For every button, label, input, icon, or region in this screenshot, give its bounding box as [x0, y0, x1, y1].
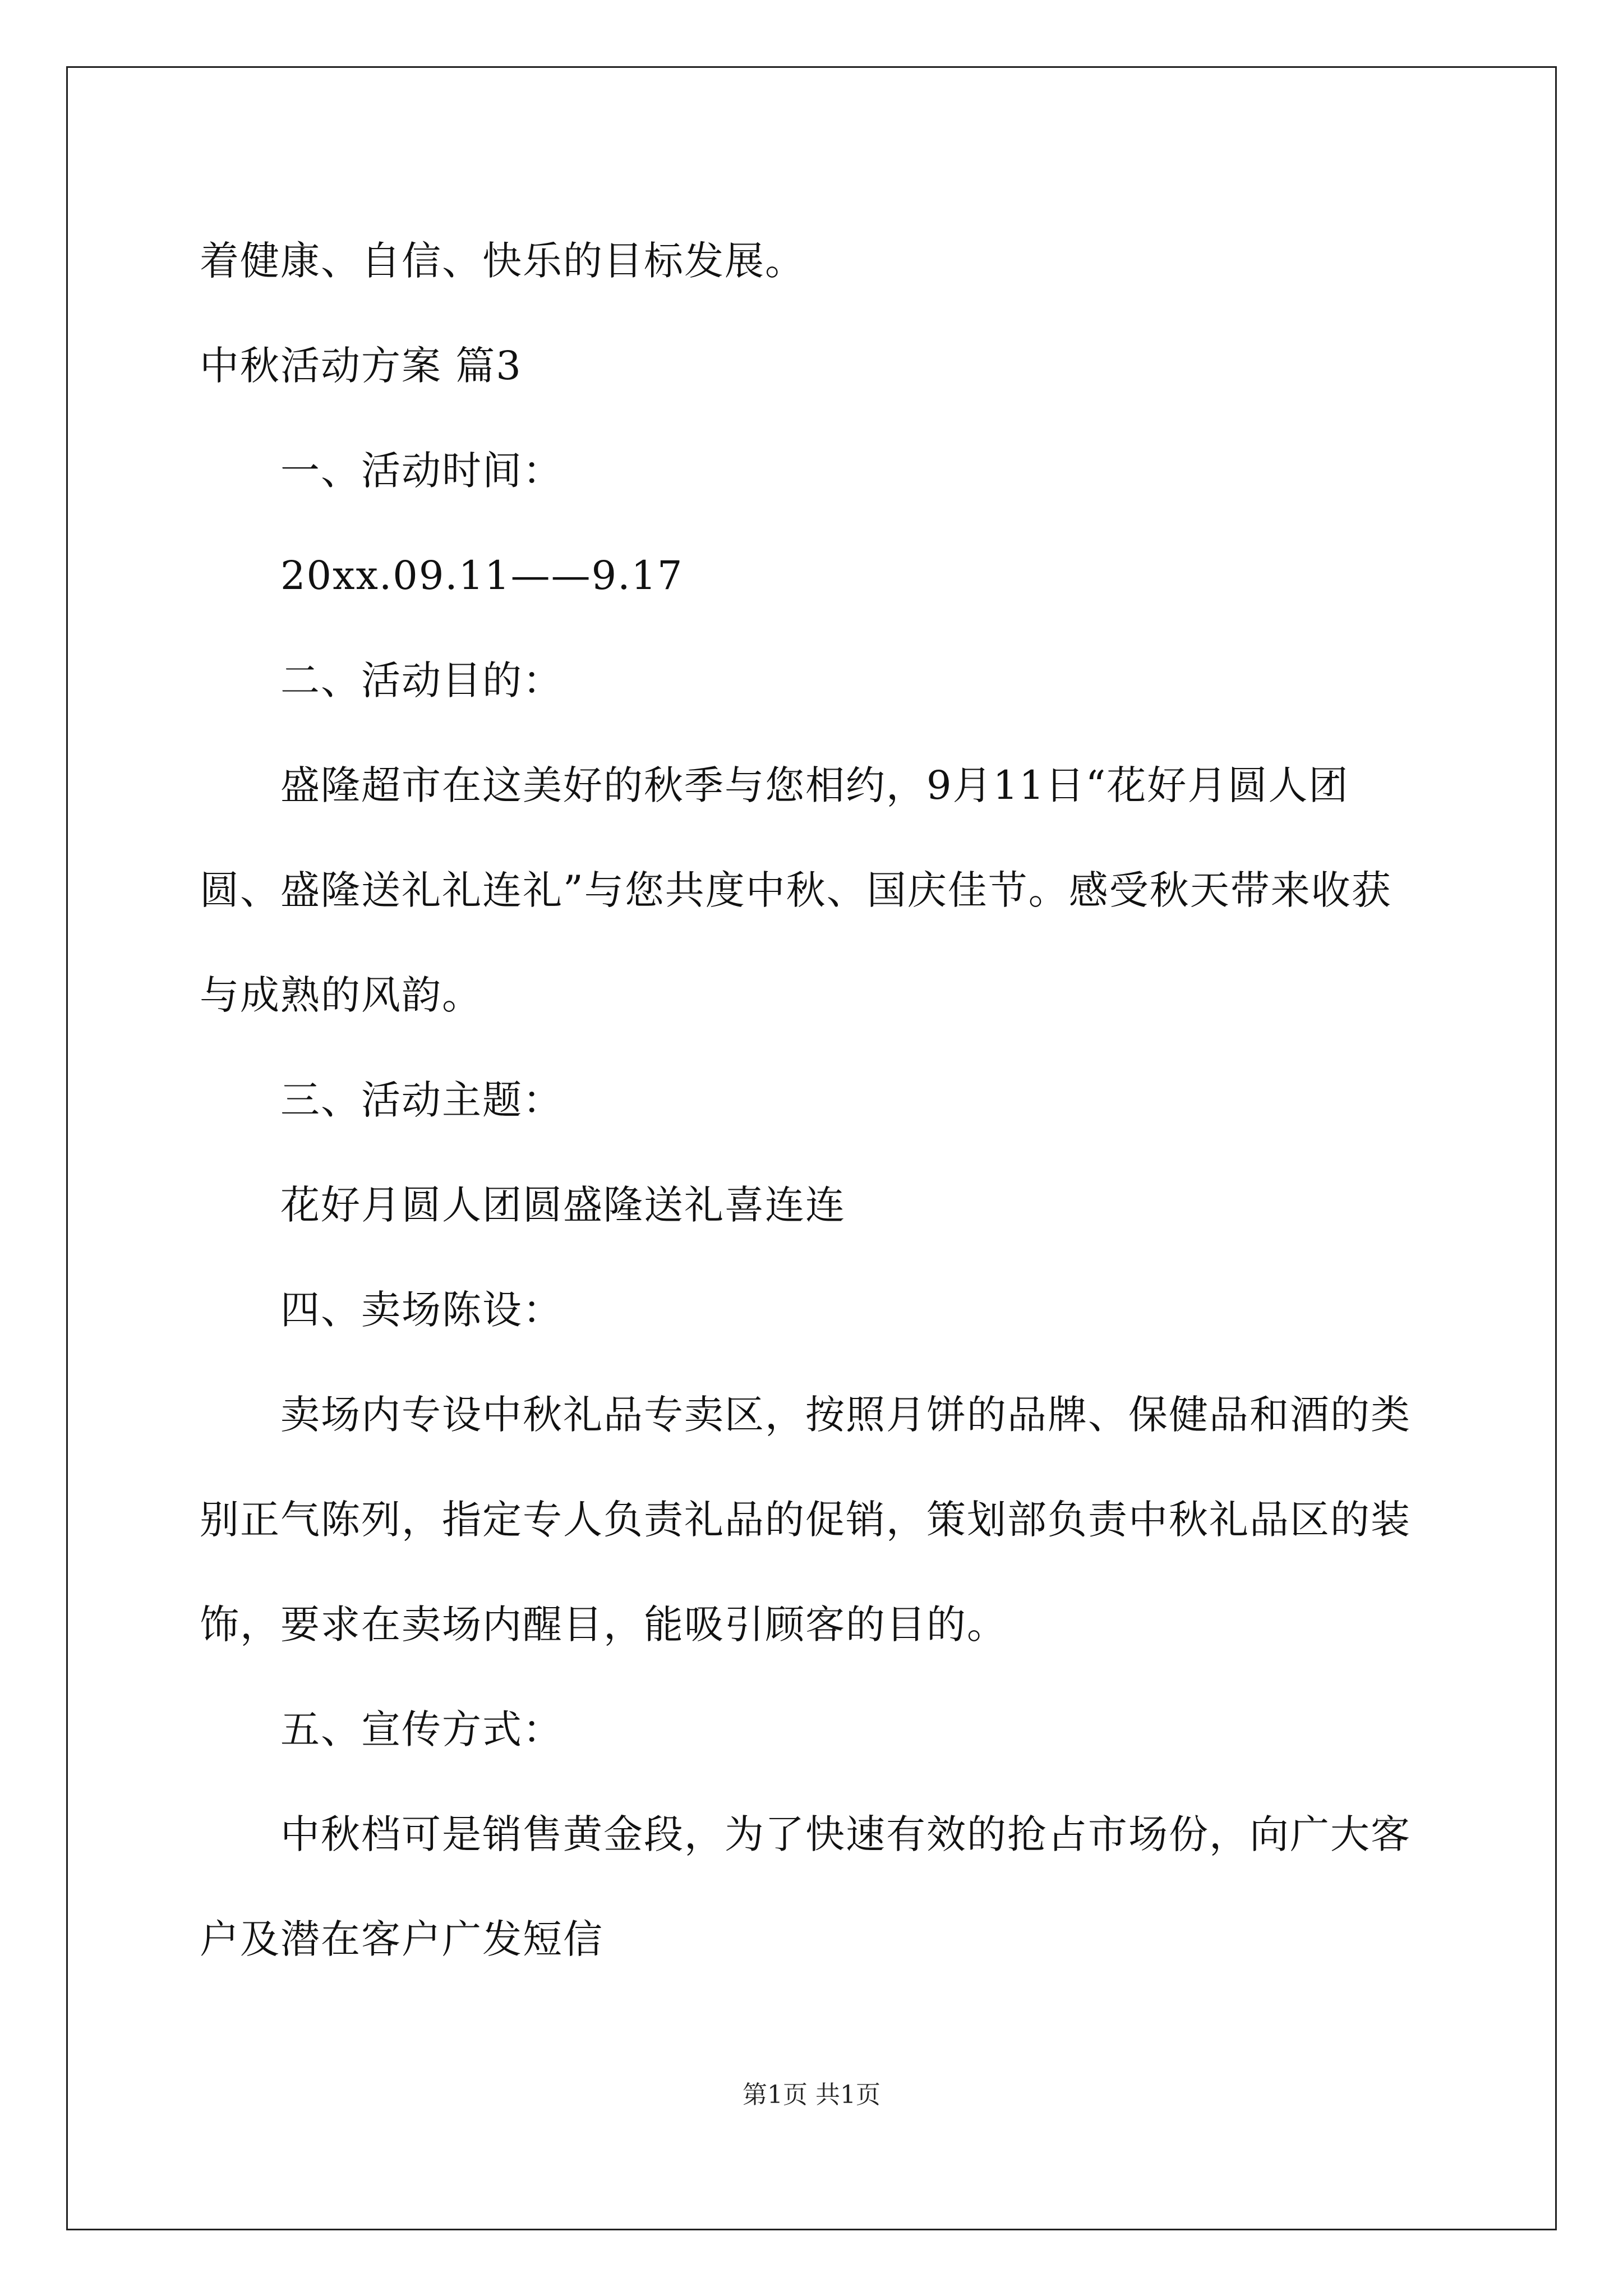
document-body: [200, 209, 1428, 1992]
paragraph-date: 20xx.09.11——9.17: [280, 553, 684, 599]
paragraph-display: 卖场内专设中秋礼品专卖区，按照月饼的品牌、保健品和酒的类别正气陈列，指定专人负责礼品的促销，策划部负责中秋礼品区的装饰，要求在卖场内醒目，能吸引顾客的目的。: [200, 1392, 1411, 1648]
subheading-promotion: 五、宣传方式：: [280, 1706, 563, 1752]
paragraph-purpose: 盛隆超市在这美好的秋季与您相约，9月11日“花好月圆人团圆、盛隆送礼礼连礼”与您共度中秋、国庆佳节。感受秋天带来收获与成熟的风韵。: [200, 762, 1392, 1018]
page-footer: 第1页 共1页: [743, 2081, 880, 2109]
paragraph-theme: 花好月圆人团圆盛隆送礼喜连连: [280, 1182, 846, 1228]
subheading-purpose: 二、活动目的：: [280, 657, 563, 703]
subheading-display: 四、卖场陈设：: [280, 1287, 563, 1333]
section-heading: 中秋活动方案 篇3: [200, 343, 522, 389]
paragraph-promotion: 中秋档可是销售黄金段，为了快速有效的抢占市场份，向广大客户及潜在客户广发短信: [200, 1811, 1411, 1962]
paragraph-continuation: 着健康、自信、快乐的目标发展。: [200, 238, 805, 284]
subheading-time: 一、活动时间：: [280, 448, 563, 494]
subheading-theme: 三、活动主题：: [280, 1077, 563, 1123]
